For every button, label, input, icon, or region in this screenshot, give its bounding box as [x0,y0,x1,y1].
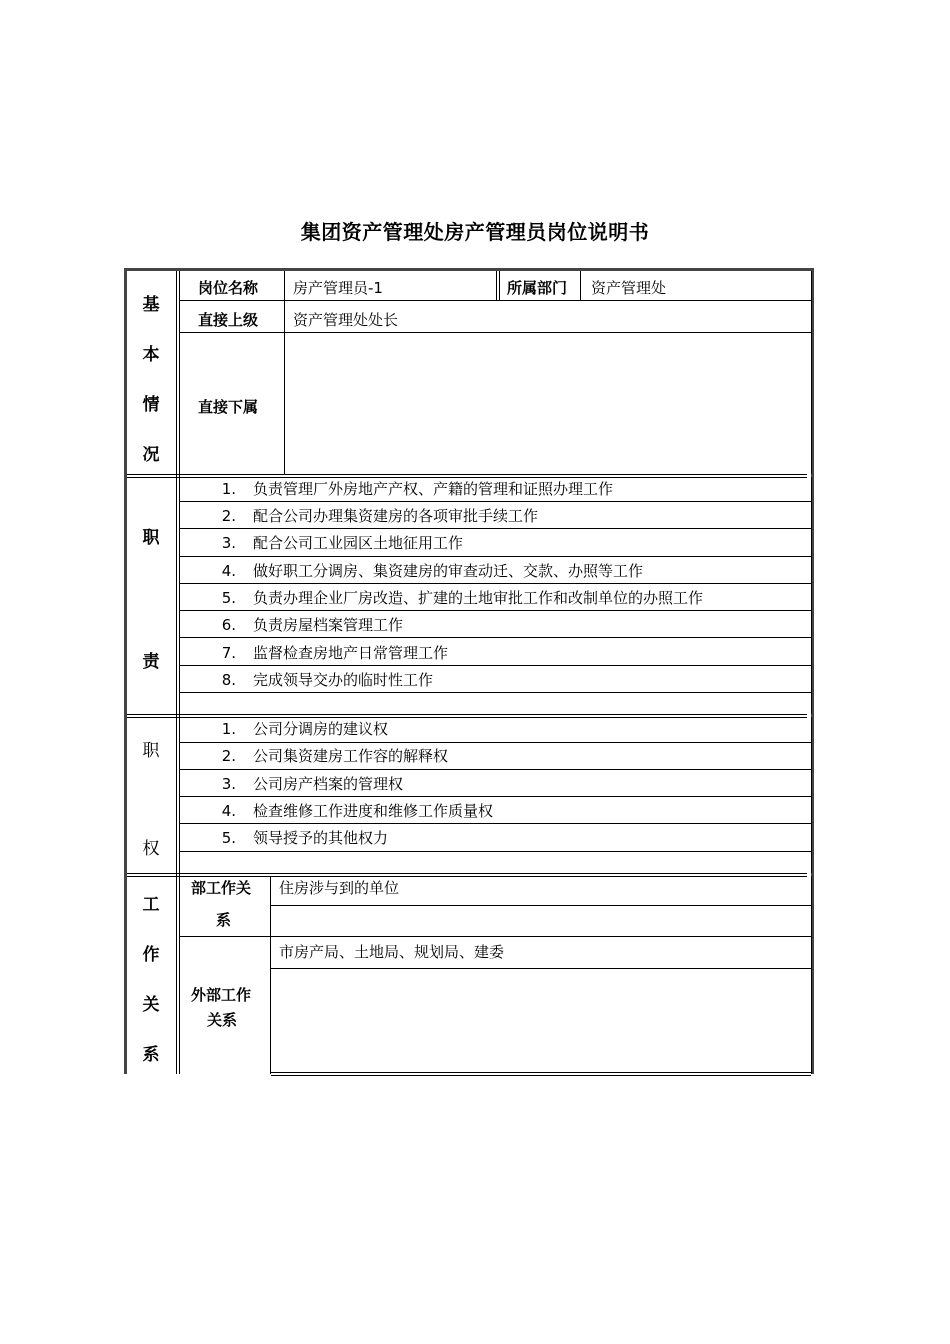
duty-number: 4. [221,562,236,580]
internal-relations-value: 住房涉与到的单位 [279,879,400,897]
row-line [179,742,811,743]
row-line [179,583,811,584]
row-line [179,556,811,557]
row-line [179,769,811,770]
col-line [811,876,812,1074]
superior-label: 直接上级 [198,311,259,329]
row-line [271,905,811,906]
internal-relations-label-2: 系 [216,911,232,929]
section-label-relations-4: 系 [142,1045,160,1065]
col-line [811,477,812,714]
section-label-basic-2: 本 [142,345,160,365]
duty-text: 做好职工分调房、集资建房的审查动迁、交款、办照等工作 [253,562,644,580]
duty-text: 配合公司工业园区土地征用工作 [253,534,464,552]
row-line [179,300,811,301]
row-line [179,332,811,333]
authority-text: 公司房产档案的管理权 [253,775,404,793]
duty-number: 2. [221,507,236,525]
internal-relations-label-1: 部工作关 [191,879,252,897]
duty-number: 1. [221,480,236,498]
section-separator [127,474,807,478]
authority-number: 4. [221,802,236,820]
col-line [496,271,500,300]
section-label-basic-1: 基 [142,295,160,315]
authority-number: 3. [221,775,236,793]
row-line [179,936,811,937]
duty-text: 监督检查房地产日常管理工作 [253,644,449,662]
department-label: 所属部门 [507,279,568,297]
section-label-authority-1: 职 [142,741,160,761]
row-line [179,692,811,693]
section-label-authority-2: 权 [142,839,160,859]
row-line [179,610,811,611]
row-line [179,823,811,824]
superior-value: 资产管理处处长 [293,311,399,329]
section-column-divider [176,271,180,1074]
authority-text: 公司集资建房工作容的解释权 [253,747,449,765]
row-line [179,851,811,852]
row-line [179,528,811,529]
duty-text: 完成领导交办的临时性工作 [253,671,434,689]
row-line [179,665,811,666]
authority-text: 领导授予的其他权力 [253,829,389,847]
duty-number: 7. [221,644,236,662]
section-label-relations-1: 工 [142,895,160,915]
authority-text: 检查维修工作进度和维修工作质量权 [253,802,494,820]
section-label-relations-3: 关 [142,995,160,1015]
authority-number: 2. [221,747,236,765]
col-line [811,271,812,474]
external-relations-label-1: 外部工作 [191,986,252,1004]
duty-text: 负责办理企业厂房改造、扩建的土地审批工作和改制单位的办照工作 [253,589,704,607]
row-line [179,796,811,797]
section-separator [127,714,807,718]
position-value: 房产管理员-1 [293,279,383,297]
row-line [179,501,811,502]
duty-text: 配合公司办理集资建房的各项审批手续工作 [253,507,539,525]
duty-number: 8. [221,671,236,689]
duty-text: 负责房屋档案管理工作 [253,616,404,634]
row-line [271,968,811,969]
section-separator [127,873,807,877]
duty-number: 5. [221,589,236,607]
col-line [811,717,812,873]
duty-text: 负责管理厂外房地产产权、产籍的管理和证照办理工作 [253,480,614,498]
authority-number: 1. [221,720,236,738]
authority-text: 公司分调房的建议权 [253,720,389,738]
section-label-basic-4: 况 [142,445,160,465]
row-line [179,637,811,638]
external-relations-label-2: 关系 [207,1011,238,1029]
position-label: 岗位名称 [198,279,259,297]
section-label-basic-3: 情 [142,395,160,415]
col-line [284,271,285,474]
row-line [271,1072,811,1076]
external-relations-value: 市房产局、土地局、规划局、建委 [279,943,505,961]
section-label-relations-2: 作 [142,945,160,965]
col-line [580,271,581,300]
document-title: 集团资产管理处房产管理员岗位说明书 [300,220,650,244]
authority-number: 5. [221,829,236,847]
subordinate-label: 直接下属 [198,398,259,416]
duty-number: 6. [221,616,236,634]
department-value: 资产管理处 [591,279,667,297]
section-label-duties-1: 职 [142,528,160,548]
duty-number: 3. [221,534,236,552]
section-label-duties-2: 责 [142,652,160,672]
